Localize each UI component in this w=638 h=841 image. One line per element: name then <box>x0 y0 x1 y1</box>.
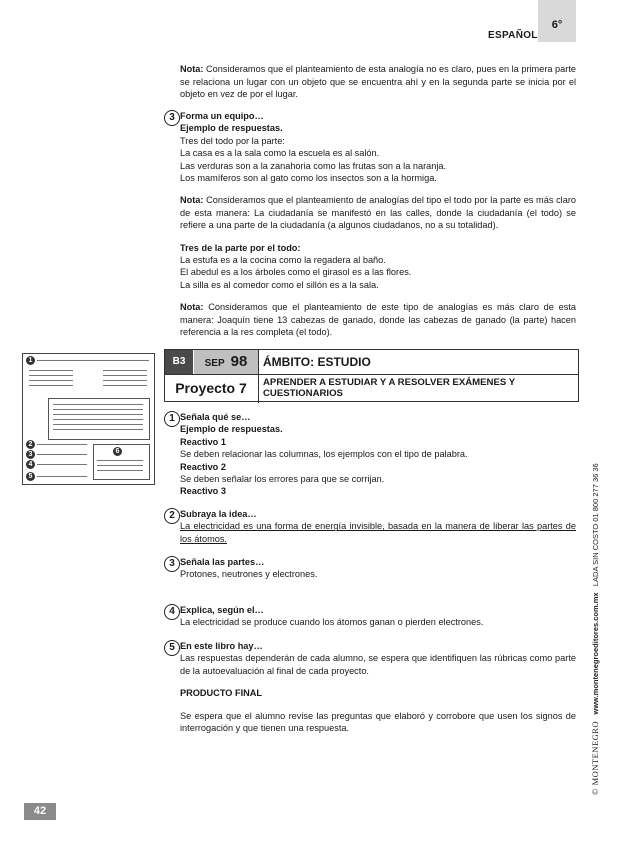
publisher-brand: © MONTENEGRO <box>590 720 600 795</box>
answer-line: El abedul es a los árboles como el girasol es a las flores. <box>180 267 412 278</box>
answer-line: Las respuestas dependerán de cada alumno, se espera que identifiquen las rúbricas como parte de la autoevaluación al final de cada proyecto. <box>180 653 576 676</box>
sep-page: 98 <box>230 353 248 370</box>
intro-note <box>180 63 576 101</box>
diagram-marker: 2 <box>26 440 35 449</box>
sep-reference <box>193 350 258 374</box>
item-title: Explica, según el… <box>180 605 264 615</box>
publisher-phone: LADA SIN COSTO 01 800 277 36 36 <box>591 463 600 587</box>
step-number: 1 <box>164 411 180 427</box>
ambito-label: ÁMBITO: ESTUDIO <box>258 350 578 374</box>
diagram-marker: 4 <box>26 460 35 469</box>
answer-line: La silla es al comedor como el sillón es a la sala. <box>180 279 379 290</box>
answer-line: La casa es a la sala como la escuela es al salón. <box>180 148 380 159</box>
item-subraya <box>164 508 576 545</box>
answer-line: Reactivo 2 <box>180 461 226 472</box>
step-number: 2 <box>164 508 180 524</box>
answer-line: Reactivo 3 <box>180 486 226 497</box>
item-senala <box>164 411 576 498</box>
grade-tab <box>538 0 576 42</box>
answer-line: Se deben señalar los errores para que se corrijan. <box>180 474 385 485</box>
step-number: 3 <box>164 556 180 572</box>
note-text: Consideramos que el planteamiento de este tipo de analogías es más claro de esta manera: Joaquín tiene 13 cabezas de ganado, donde las cabezas de ganado (la parte) hacen referencia a la res completa (el todo). <box>180 302 576 338</box>
diagram-marker: 1 <box>26 356 35 365</box>
note-label: Nota: <box>180 64 204 74</box>
note-label: Nota: <box>180 195 204 206</box>
section-title: Forma un equipo… <box>180 111 264 121</box>
answer-line: Ejemplo de respuestas. <box>180 424 283 435</box>
answer-line: Las verduras son a la zanahoria como las frutas son a la naranja. <box>180 160 447 171</box>
subject-header: ESPAÑOL <box>488 30 538 41</box>
subheading: Tres de la parte por el todo: <box>180 242 301 253</box>
answer-line: La electricidad es una forma de energía invisible, basada en la manera de liberar las partes de los átomos. <box>180 521 576 544</box>
note-text: Consideramos que el planteamiento de esta analogía no es claro, pues en la primera parte se relaciona un lugar con un objeto que se encuentra ahí y en la segunda parte se inicia por el objeto en vez de por el lugar. <box>180 64 576 100</box>
answer-line: Protones, neutrones y electrones. <box>180 569 318 580</box>
item-libro <box>164 640 576 734</box>
item-title: Señala las partes… <box>180 557 265 567</box>
answer-line: La electricidad se produce cuando los átomos ganan o pierden electrones. <box>180 617 484 628</box>
grade-label: 6° <box>551 19 563 31</box>
block-badge: B3 <box>165 350 193 374</box>
item-title: Señala qué se… <box>180 412 251 422</box>
item-explica <box>164 604 576 629</box>
item-title: Subraya la idea… <box>180 509 257 519</box>
diagram-marker: 6 <box>113 447 122 456</box>
item-partes <box>164 556 576 581</box>
project-topic: APRENDER A ESTUDIAR Y A RESOLVER EXÁMENES Y CUESTIONARIOS <box>258 375 578 403</box>
side-credit <box>590 463 600 795</box>
project-name: Proyecto 7 <box>175 380 247 396</box>
sep-label: SEP <box>204 358 225 369</box>
note-text: Consideramos que el planteamiento de analogías del tipo el todo por la parte es más claro de esta manera: La ciudadanía se manifestó en las calles, donde la ciudadanía (el todo) se refiere a una parte de la ciudadanía (a algunos ciudadanos, no a su totalidad). <box>180 195 576 231</box>
note-label: Nota: <box>180 302 204 313</box>
step-number: 3 <box>164 110 180 126</box>
answer-line: Se deben relacionar las columnas, los ejemplos con el tipo de palabra. <box>180 449 468 460</box>
answer-line: La estufa es a la cocina como la regadera al baño. <box>180 255 386 266</box>
final-heading: PRODUCTO FINAL <box>180 688 263 699</box>
answer-line: Tres del todo por la parte: <box>180 135 285 146</box>
item-title: En este libro hay… <box>180 641 263 651</box>
answer-line: Reactivo 1 <box>180 436 226 447</box>
publisher-url[interactable]: www.montenegroeditores.com.mx <box>591 592 600 715</box>
final-text: Se espera que el alumno revise las preguntas que elaboró y corrobore que usen los signos de interrogación y que tienen una respuesta. <box>180 710 576 734</box>
project-header-table <box>164 349 579 402</box>
step-number: 4 <box>164 604 180 620</box>
diagram-marker: 3 <box>26 450 35 459</box>
answer-line: Los mamíferos son al gato como los insectos son a la hormiga. <box>180 173 437 184</box>
page-number: 42 <box>24 803 56 820</box>
section-subtitle: Ejemplo de respuestas. <box>180 123 283 134</box>
page-layout-diagram <box>22 353 155 485</box>
section-forma-equipo <box>164 110 576 339</box>
diagram-marker: 5 <box>26 472 35 481</box>
step-number: 5 <box>164 640 180 656</box>
